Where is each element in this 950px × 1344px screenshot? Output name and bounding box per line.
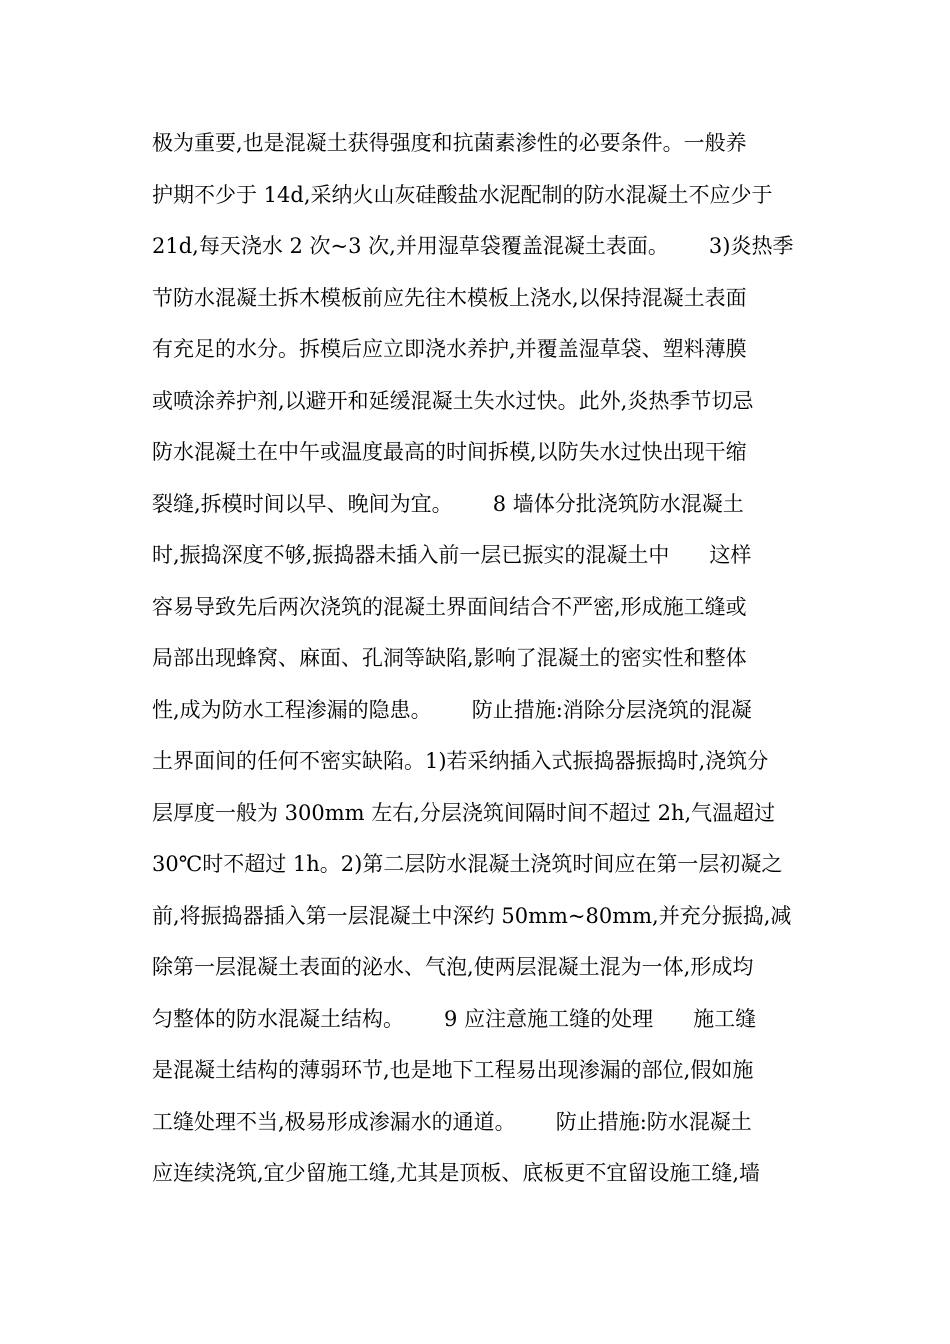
text-line: 护期不少于 14d,采纳火山灰硅酸盐水泥配制的防水混凝土不应少于 (152, 182, 773, 207)
text-line: 时,振捣深度不够,振捣器未插入前一层已振实的混凝土中 这样 (152, 543, 752, 567)
text-line: 土界面间的任何不密实缺陷。1)若采纳插入式振捣器振捣时,浇筑分 (152, 749, 769, 773)
text-line: 匀整体的防水混凝土结构。 9 应注意施工缝的处理 施工缝 (152, 1006, 757, 1031)
text-line: 除第一层混凝土表面的泌水、气泡,使两层混凝土混为一体,形成均 (152, 955, 754, 979)
text-line: 局部出现蜂窝、麻面、孔洞等缺陷,影响了混凝土的密实性和整体 (152, 646, 747, 670)
text-line: 性,成为防水工程渗漏的隐患。 防止措施:消除分层浇筑的混凝 (152, 697, 752, 722)
text-line: 极为重要,也是混凝土获得强度和抗菌素渗性的必要条件。一般养 (152, 131, 747, 155)
text-line: 有充足的水分。拆模后应立即浇水养护,并覆盖湿草袋、塑料薄膜 (152, 337, 747, 361)
text-line: 21d,每天浇水 2 次~3 次,并用湿草袋覆盖混凝土表面。 3)炎热季 (152, 234, 794, 258)
text-line: 节防水混凝土拆木模板前应先往木模板上浇水,以保持混凝土表面 (152, 285, 747, 310)
text-line: 是混凝土结构的薄弱环节,也是地下工程易出现渗漏的部位,假如施 (152, 1058, 754, 1082)
text-line: 应连续浇筑,宜少留施工缝,尤其是顶板、底板更不宜留设施工缝,墙 (152, 1161, 761, 1185)
body-text (152, 118, 812, 1200)
text-line: 裂缝,拆模时间以早、晚间为宜。 8 墙体分批浇筑防水混凝土 (152, 491, 744, 516)
text-line: 容易导致先后两次浇筑的混凝土界面间结合不严密,形成施工缝或 (152, 594, 747, 619)
text-line: 30℃时不超过 1h。2)第二层防水混凝土浇筑时间应在第一层初凝之 (152, 852, 783, 876)
text-line: 防水混凝土在中午或温度最高的时间拆模,以防失水过快出现干缩 (152, 440, 747, 464)
text-line: 层厚度一般为 300mm 左右,分层浇筑间隔时间不超过 2h,气温超过 (152, 800, 776, 825)
text-line: 工缝处理不当,极易形成渗漏水的通道。 防止措施:防水混凝土 (152, 1109, 752, 1134)
text-line: 前,将振捣器插入第一层混凝土中深约 50mm~80mm,并充分振捣,减 (152, 903, 792, 928)
text-line: 或喷涂养护剂,以避开和延缓混凝土失水过快。此外,炎热季节切忌 (152, 388, 754, 413)
